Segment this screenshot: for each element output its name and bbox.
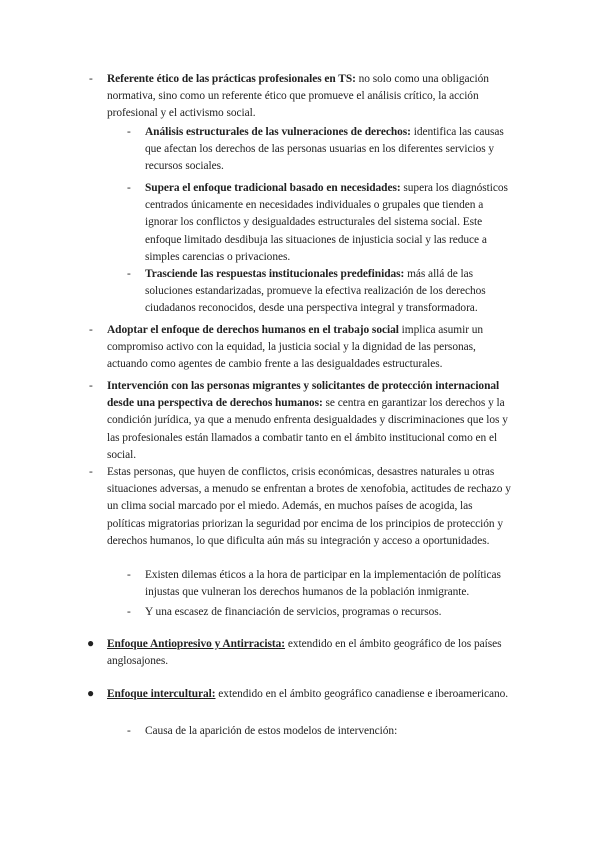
dash-marker: - xyxy=(127,606,131,618)
item-heading: Enfoque Antiopresivo y Antirracista: xyxy=(107,638,286,650)
dash-marker: - xyxy=(89,380,93,392)
dash-marker: - xyxy=(89,73,93,85)
list-item xyxy=(89,71,512,123)
list-item xyxy=(127,567,513,601)
item-heading: Enfoque intercultural: xyxy=(107,688,216,700)
dash-marker: - xyxy=(127,569,131,581)
list-item xyxy=(127,124,513,176)
dash-marker: - xyxy=(127,182,131,194)
item-body: no solo como una obligación normativa, sino como un referente ético que promueve el análisis crítico, la acción profesional y el activismo social. xyxy=(107,73,489,120)
item-heading: Análisis estructurales de las vulneraciones de derechos: xyxy=(145,126,411,138)
list-item xyxy=(127,180,513,266)
dash-marker: - xyxy=(89,324,93,336)
bullet-icon: ● xyxy=(87,686,95,700)
list-item-text xyxy=(107,380,508,461)
list-item-text: Causa de la aparición de estos modelos de intervención: xyxy=(145,725,398,737)
item-body: implica asumir un compromiso activo con la equidad, la justicia social y la dignidad de las personas, actuando como agentes de cambio frente a las desigualdades estructurales. xyxy=(107,324,484,371)
list-item xyxy=(127,723,513,740)
item-body: se centra en garantizar los derechos y la condición jurídica, ya que a menudo enfrenta desigualdades y discriminaciones que los y las profesionales están llamados a combatir tanto en el ámbito institucional como en el social. xyxy=(107,397,508,461)
list-item-text xyxy=(145,268,486,314)
list-item xyxy=(87,686,512,703)
item-body: supera los diagnósticos centrados únicamente en necesidades individuales o grupales que tienden a ignorar los conflictos y desigualdades estructurales del sistema social. Este enfoque limitado desdibuja las situaciones de injusticia social y las reduce a simples carencias o privaciones. xyxy=(145,182,508,263)
item-heading: Adoptar el enfoque de derechos humanos en el trabajo social xyxy=(107,324,399,336)
item-body: extendido en el ámbito geográfico canadiense e iberoamericano. xyxy=(215,688,509,700)
item-body: identifica las causas que afectan los derechos de las personas usuarias en los diferentes servicios y recursos sociales. xyxy=(145,126,504,173)
item-heading: Supera el enfoque tradicional basado en necesidades: xyxy=(145,182,401,194)
list-item xyxy=(87,636,512,670)
item-body: más allá de las soluciones estandarizadas, promueve la efectiva realización de los derechos ciudadanos reconocidos, desde una perspectiva integral y transformadora. xyxy=(145,268,486,315)
list-item-text xyxy=(107,638,502,667)
item-heading: Referente ético de las prácticas profesionales en TS: xyxy=(107,73,356,85)
dash-marker: - xyxy=(127,268,131,280)
list-item xyxy=(127,604,513,621)
list-item-text: Existen dilemas éticos a la hora de participar en la implementación de políticas injustas que vulneran los derechos humanos de la población inmigrante. xyxy=(145,569,501,599)
list-item xyxy=(89,322,512,374)
item-body: extendido en el ámbito geográfico de los países anglosajones. xyxy=(107,638,502,668)
list-item-text xyxy=(107,73,489,119)
list-item-text xyxy=(107,688,508,700)
list-item-text: Y una escasez de financiación de servicios, programas o recursos. xyxy=(145,606,442,618)
list-item-text: Estas personas, que huyen de conflictos, crisis económicas, desastres naturales u otras situaciones adversas, a menudo se enfrentan a brotes de xenofobia, actitudes de rechazo y un clima social marcado por el miedo. Además, en muchos países de acogida, las políticas migratorias priorizan la seguridad por encima de los principios de protección y derechos humanos, lo que dificulta aún más su integración y acceso a oportunidades. xyxy=(107,466,511,547)
bullet-icon: ● xyxy=(87,636,95,650)
dash-marker: - xyxy=(89,466,93,478)
item-heading: Trasciende las respuestas institucionales predefinidas: xyxy=(145,268,405,280)
list-item xyxy=(89,464,512,550)
list-item xyxy=(127,266,513,318)
list-item xyxy=(89,378,512,464)
list-item-text xyxy=(107,324,483,370)
dash-marker: - xyxy=(127,126,131,138)
list-item-text xyxy=(145,126,504,172)
dash-marker: - xyxy=(127,725,131,737)
item-heading: Intervención con las personas migrantes y solicitantes de protección internacional desde una perspectiva de derechos humanos: xyxy=(107,380,500,410)
list-item-text xyxy=(145,182,508,263)
